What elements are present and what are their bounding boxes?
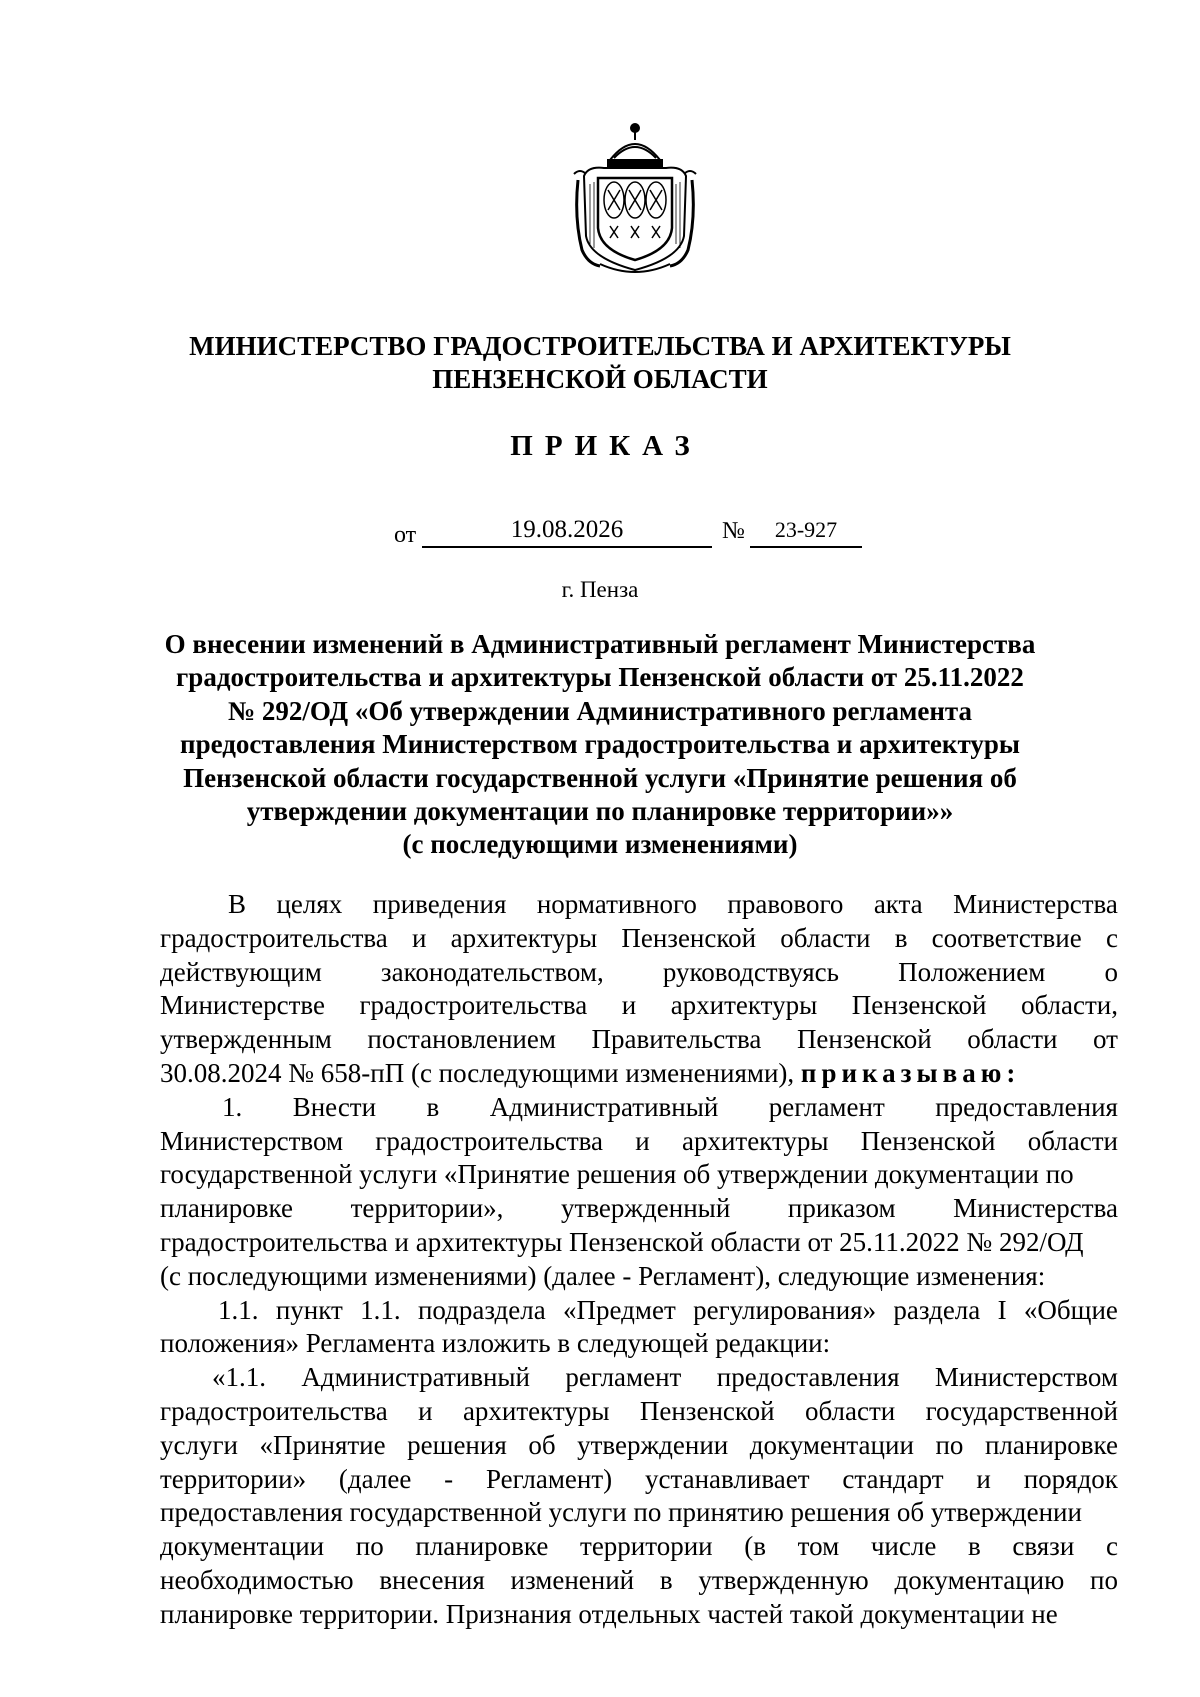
body-word: связи [1012,1531,1075,1562]
subject-line: (с последующими изменениями) [402,829,798,860]
body-line [160,922,1118,956]
body-word: градостроительства [359,990,588,1021]
body-word: по [355,1531,384,1562]
order-date: 19.08.2026 [422,514,712,548]
body-word: предоставления [935,1091,1118,1122]
body-word: области, [1020,990,1118,1021]
order-number: 23-927 [750,514,862,548]
body-word: целях [276,889,343,919]
body-line: предоставления государственной услуги по принятию решения об утверждении [160,1497,1082,1528]
body-word: Пензенской [639,1395,775,1426]
body-word: решения [407,1429,507,1460]
body-word: с [1105,1531,1118,1562]
ministry-name-line1: МИНИСТЕРСТВО ГРАДОСТРОИТЕЛЬСТВА И АРХИТЕКТУРЫ [189,331,1011,361]
body-line [160,1294,1118,1328]
body-word: Министерством [934,1362,1118,1393]
body-word: градостроительства [375,1125,604,1156]
body-word: соответствие [931,922,1082,953]
body-word: территории» [160,1463,307,1494]
body-word: Министерством [160,1125,344,1156]
body-word: утвержденный [561,1193,731,1224]
body-line: (с последующими изменениями) (далее - Регламент), следующие изменения: [160,1260,1046,1291]
body-line [160,989,1118,1023]
body-word: планировке [160,1193,293,1224]
body-word: Положением [898,956,1046,987]
body-word: числе [870,1531,937,1562]
date-from-label: от [394,522,417,548]
body-word: планировке [415,1531,549,1562]
body-word: документации [749,1429,914,1460]
body-line [160,1192,1118,1226]
body-word: стандарт [842,1463,944,1494]
body-word: утверждении [577,1429,729,1460]
body-word: от [1093,1024,1118,1055]
body-word: и [976,1463,991,1494]
body-word: Министерства [953,889,1118,919]
body-word: подраздела [417,1294,546,1325]
body-word: области [804,1395,896,1426]
body-word: внесения [379,1564,485,1595]
body-word: и [635,1125,650,1156]
body-word: Министерства [953,1193,1118,1224]
body-line [160,1057,1118,1091]
body-word: Пензенской [621,922,757,953]
body-line: положения» Регламента изложить в следующей редакции: [160,1328,831,1359]
body-word: «Принятие [259,1429,386,1460]
body-word: в [894,922,908,953]
body-word: архитектуры [450,922,598,953]
body-word: необходимостью [160,1564,354,1595]
body-word: раздела [893,1294,981,1325]
body-word: в [426,1091,440,1122]
coat-of-arms-icon [570,118,700,276]
subject-line: Пензенской области государственной услуги «Принятие решения об [183,762,1017,793]
body-word: архитектуры [681,1125,829,1156]
body-word: государственной [925,1395,1118,1426]
body-word: по [1090,1564,1118,1595]
body-word: 1.1. [360,1294,401,1325]
body-word: Административный [489,1091,719,1122]
body-word: об [528,1429,556,1460]
body-word: и [621,990,637,1021]
body-word: архитектуры [670,990,818,1021]
subject-line: О внесении изменений в Административный регламент Министерства [164,629,1036,659]
body-word: регламент [565,1362,682,1393]
order-title: ПРИКАЗ [510,430,702,462]
body-word: «1.1. [212,1362,266,1393]
body-word: и [418,1395,433,1426]
body-line [160,1361,1118,1395]
body-word: приказом [787,1193,896,1224]
body-line: планировке территории. Признания отдельных частей такой документации не [160,1598,1058,1629]
body-word: и [411,922,427,953]
body-word: Пензенской [860,1125,996,1156]
body-word: о [1104,956,1118,987]
body-word: (в [744,1531,766,1562]
body-word: Регламент) [486,1463,613,1494]
order-body [160,888,1118,1632]
body-word: в [967,1531,981,1562]
order-number-label: № [722,518,745,544]
order-subject [150,628,1050,862]
body-word: архитектуры [462,1395,610,1426]
body-line: государственной услуги «Принятие решения об утверждении документации по [160,1159,1074,1190]
body-word: пункт [275,1294,343,1325]
order-city: г. Пенза [561,577,639,602]
body-word: планировке [984,1429,1118,1460]
body-word: документацию [894,1564,1065,1595]
body-word: - [444,1463,454,1494]
body-word: I [997,1294,1007,1325]
body-word: Правительства [591,1024,762,1055]
body-word: регламент [768,1091,885,1122]
body-word: постановлением [367,1024,556,1055]
body-word: документации [160,1531,325,1562]
body-word: территории», [350,1193,504,1224]
body-word: Министерстве [160,990,325,1021]
body-word: в [659,1564,673,1595]
body-word: правового [727,889,844,919]
subject-line: № 292/ОД «Об утверждении Административного регламента [227,695,973,726]
body-word: 1.1. [218,1294,259,1325]
body-word: руководствуясь [662,956,839,987]
body-line [160,1023,1118,1057]
body-word: В [228,889,247,919]
body-word: с [1105,922,1118,953]
body-line [160,888,1118,922]
body-word: Пензенской [851,990,987,1021]
body-word: изменений [510,1564,635,1595]
body-word: акта [873,889,923,919]
body-text: 30.08.2024 № 658-пП (с последующими изменениями), [160,1057,801,1088]
body-word: предоставления [716,1362,900,1393]
body-word: по [935,1429,964,1460]
ministry-name [0,330,1200,396]
subject-line: предоставления Министерством градостроительства и архитектуры [180,729,1020,760]
body-line [160,956,1118,990]
body-word: утвержденным [160,1024,332,1055]
subject-line: утверждении документации по планировке территории»» [246,796,954,827]
body-word: Внести [292,1091,377,1122]
body-word: законодательством, [380,956,604,987]
body-word: градостроительства [160,922,388,953]
body-line [160,1091,1118,1125]
body-word: 1. [222,1091,243,1122]
body-line: градостроительства и архитектуры Пензенской области от 25.11.2022 № 292/ОД [160,1226,1084,1257]
body-word: том [797,1531,840,1562]
subject-line: градостроительства и архитектуры Пензенской области от 25.11.2022 [176,662,1024,693]
body-word: приведения [372,889,507,919]
body-word: территории [580,1531,713,1562]
body-line [160,1564,1118,1598]
body-line [160,1125,1118,1159]
body-line [160,1429,1118,1463]
body-word: Пензенской [796,1024,932,1055]
body-word: нормативного [536,889,697,919]
body-word: области [967,1024,1058,1055]
order-directive: приказываю: [800,1057,1021,1088]
body-word: услуги [160,1429,238,1460]
body-word: области [780,922,871,953]
body-word: градостроительства [160,1395,388,1426]
body-word: «Общие [1023,1294,1118,1325]
body-line [160,1463,1118,1497]
body-word: области [1027,1125,1118,1156]
body-line [160,1530,1118,1564]
body-word: (далее [338,1463,412,1494]
body-word: утвержденную [698,1564,869,1595]
body-word: Административный [301,1362,530,1393]
body-word: порядок [1023,1463,1118,1494]
body-word: действующим [160,956,322,987]
body-word: регулирования» [693,1294,877,1325]
ministry-name-line2: ПЕНЗЕНСКОЙ ОБЛАСТИ [432,364,768,394]
body-word: «Предмет [563,1294,676,1325]
body-word: устанавливает [644,1463,810,1494]
body-line [160,1395,1118,1429]
